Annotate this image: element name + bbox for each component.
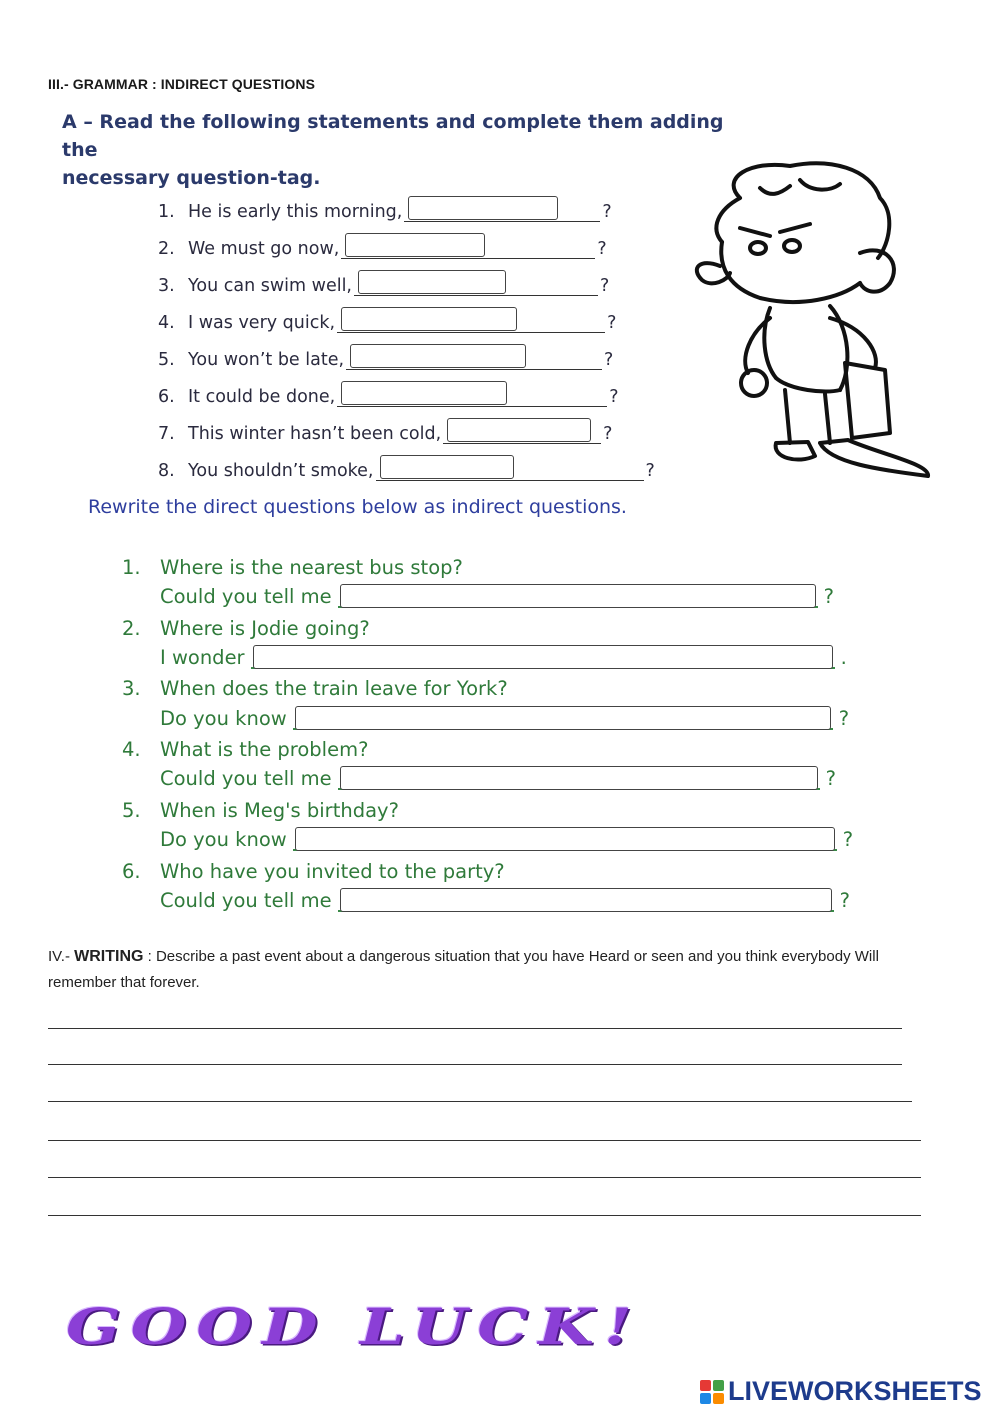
item-end: ? [823, 585, 834, 608]
writing-line-3[interactable] [48, 1101, 912, 1102]
tag-answer-input-3[interactable] [358, 270, 506, 294]
direct-question-4 [122, 738, 368, 761]
direct-question-5 [122, 799, 399, 822]
answer-row-6 [160, 888, 850, 912]
tag-item-6 [158, 377, 619, 407]
answer-row-5 [160, 827, 853, 851]
question-text: When does the train leave for York? [160, 677, 508, 700]
part-a-instruction-line2: necessary question-tag. [62, 167, 321, 189]
writing-line-6[interactable] [48, 1215, 921, 1216]
question-text: Where is Jodie going? [160, 617, 370, 640]
tag-answer-input-5[interactable] [350, 344, 526, 368]
answer-prompt: Could you tell me [160, 585, 332, 608]
item-end: ? [597, 239, 607, 259]
item-number: 8. [158, 461, 175, 481]
writing-line-4[interactable] [48, 1140, 921, 1141]
item-number: 6. [158, 387, 175, 407]
item-text: He is early this morning, [188, 202, 403, 222]
writing-label: WRITING [74, 948, 144, 965]
tag-item-1 [158, 192, 612, 222]
direct-question-1 [122, 556, 463, 579]
tag-item-2 [158, 229, 607, 259]
direct-question-6 [122, 860, 505, 883]
tag-item-8 [158, 451, 655, 481]
indirect-answer-input-4[interactable] [340, 766, 818, 790]
answer-prompt: I wonder [160, 646, 245, 669]
item-end: ? [645, 461, 655, 481]
item-end: ? [604, 350, 614, 370]
item-text: We must go now, [188, 239, 340, 259]
section-title: III.- GRAMMAR : INDIRECT QUESTIONS [48, 76, 316, 92]
item-text: You shouldn’t smoke, [188, 461, 374, 481]
part-a-instruction [62, 108, 762, 192]
liveworksheets-logo-icon [700, 1380, 724, 1404]
liveworksheets-brand[interactable] [700, 1376, 982, 1407]
item-end: ? [838, 707, 850, 730]
indirect-answer-input-6[interactable] [340, 888, 832, 912]
good-luck-banner: GOOD LUCK! [66, 1298, 642, 1357]
part-b-instruction: Rewrite the direct questions below as indirect questions. [88, 496, 627, 518]
answer-row-2 [160, 645, 847, 669]
item-end: ? [609, 387, 619, 407]
indirect-answer-input-1[interactable] [340, 584, 816, 608]
tag-answer-input-8[interactable] [380, 455, 514, 479]
tag-answer-input-4[interactable] [341, 307, 517, 331]
tag-item-5 [158, 340, 613, 370]
part-a-instruction-line1: A – Read the following statements and complete them adding the [62, 111, 724, 161]
item-text: I was very quick, [188, 313, 336, 333]
answer-prompt: Could you tell me [160, 767, 332, 790]
writing-line-2[interactable] [48, 1064, 902, 1065]
item-text: You can swim well, [188, 276, 352, 296]
tag-item-3 [158, 266, 609, 296]
direct-question-2 [122, 617, 370, 640]
item-end: ? [825, 767, 836, 790]
item-number: 2. [158, 239, 175, 259]
indirect-answer-input-3[interactable] [295, 706, 831, 730]
item-number: 5. [158, 350, 175, 370]
item-text: You won’t be late, [188, 350, 345, 370]
answer-row-4 [160, 766, 836, 790]
question-text: Who have you invited to the party? [160, 860, 505, 883]
item-end: ? [603, 424, 613, 444]
indirect-answer-input-2[interactable] [253, 645, 833, 669]
item-number: 5. [122, 799, 141, 822]
item-number: 4. [158, 313, 175, 333]
item-end: . [840, 646, 847, 669]
writing-prefix: IV.- [48, 948, 75, 965]
item-number: 3. [122, 677, 141, 700]
item-end: ? [607, 313, 617, 333]
answer-row-3 [160, 706, 849, 730]
item-text: It could be done, [188, 387, 336, 407]
item-number: 7. [158, 424, 175, 444]
question-text: When is Meg's birthday? [160, 799, 399, 822]
tag-item-4 [158, 303, 616, 333]
tag-answer-input-7[interactable] [447, 418, 591, 442]
answer-row-1 [160, 584, 834, 608]
writing-text: : Describe a past event about a dangerous situation that you have Heard or seen and you think everybody Will remember that forever. [48, 948, 879, 991]
item-number: 1. [158, 202, 175, 222]
item-end: ? [600, 276, 610, 296]
item-number: 1. [122, 556, 141, 579]
cartoon-boy-illustration [680, 158, 942, 490]
direct-question-3 [122, 677, 508, 700]
item-end: ? [602, 202, 612, 222]
tag-answer-input-2[interactable] [345, 233, 485, 257]
answer-prompt: Could you tell me [160, 889, 332, 912]
answer-prompt: Do you know [160, 707, 287, 730]
writing-line-1[interactable] [48, 1028, 902, 1029]
indirect-answer-input-5[interactable] [295, 827, 835, 851]
question-text: Where is the nearest bus stop? [160, 556, 463, 579]
writing-line-5[interactable] [48, 1177, 921, 1178]
tag-answer-input-1[interactable] [408, 196, 558, 220]
tag-answer-input-6[interactable] [341, 381, 507, 405]
item-number: 2. [122, 617, 141, 640]
brand-name: LIVEWORKSHEETS [728, 1376, 982, 1406]
item-number: 3. [158, 276, 175, 296]
writing-prompt [48, 944, 908, 996]
question-text: What is the problem? [160, 738, 369, 761]
tag-item-7 [158, 414, 612, 444]
item-number: 6. [122, 860, 141, 883]
item-end: ? [839, 889, 850, 912]
answer-prompt: Do you know [160, 828, 287, 851]
item-number: 4. [122, 738, 141, 761]
item-end: ? [842, 828, 854, 851]
item-text: This winter hasn’t been cold, [188, 424, 442, 444]
